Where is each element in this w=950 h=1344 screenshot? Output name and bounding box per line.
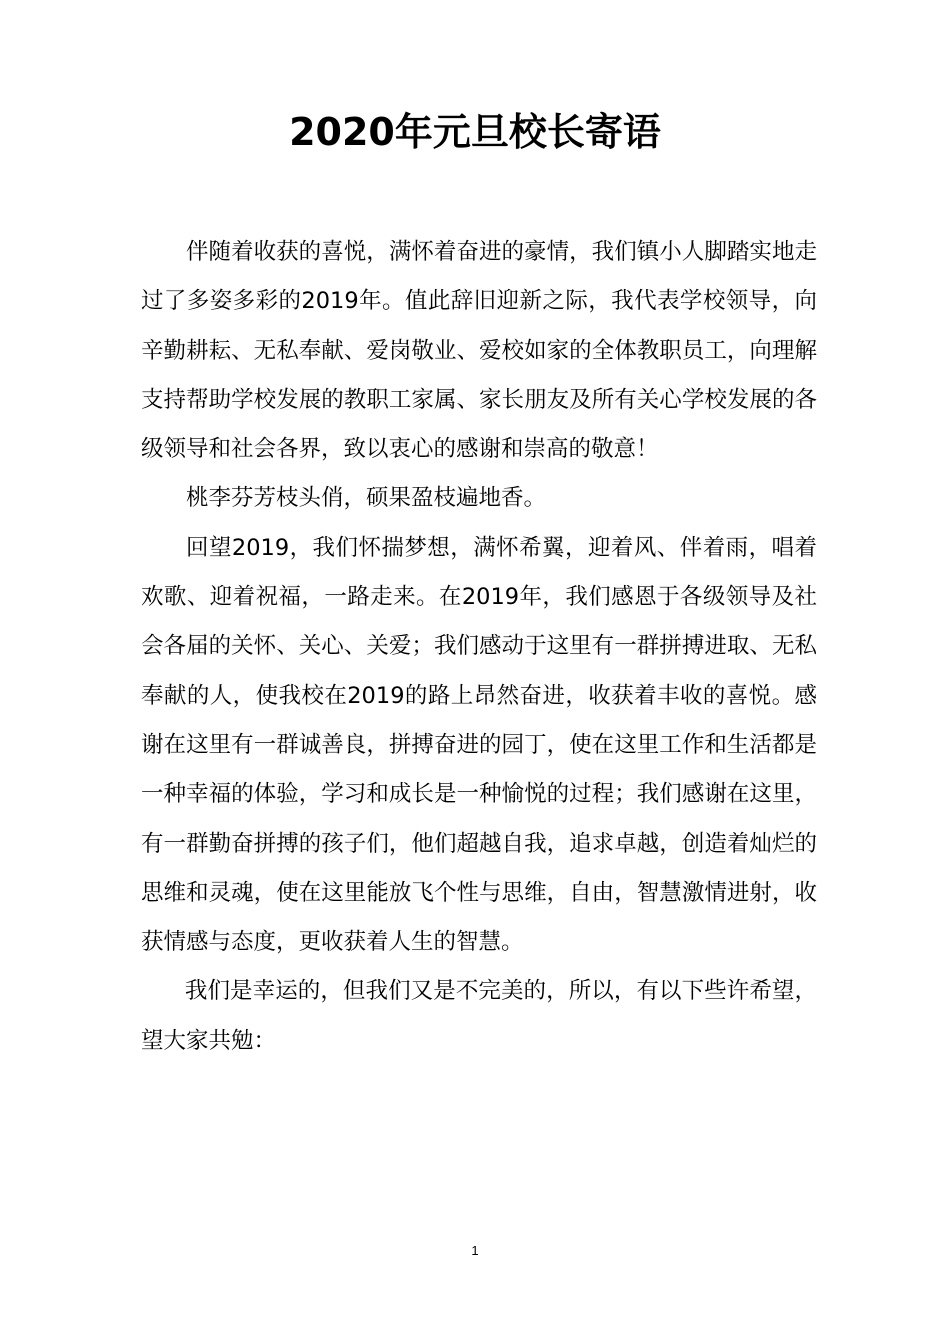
paragraph-3: 回望2019，我们怀揣梦想，满怀希翼，迎着风、伴着雨，唱着欢歌、迎着祝福，一路走来。在2019年，我们感恩于各级领导及社会各届的关怀、关心、关爱；我们感动于这里有一群拼搏进取、无私奉献的人，使我校在2019的路上昂然奋进，收获着丰收的喜悦。感谢在这里有一群诚善良，拼搏奋进的园丁，使在这里工作和生活都是一种幸福的体验，学习和成长是一种愉悦的过程；我们感谢在这里，有一群勤奋拼搏的孩子们，他们超越自我，追求卓越，创造着灿烂的思维和灵魂，使在这里能放飞个性与思维，自由，智慧激情进射，收获情感与态度，更收获着人生的智慧。 bbox=[141, 534, 817, 956]
paragraph-1: 伴随着收获的喜悦，满怀着奋进的豪情，我们镇小人脚踏实地走过了多姿多彩的2019年。值此辞旧迎新之际，我代表学校领导，向辛勤耕耘、无私奉献、爱岗敬业、爱校如家的全体教职员工，向理解支持帮助学校发展的教职工家属、家长朋友及所有关心学校发展的各级领导和社会各界，致以衷心的感谢和崇高的敬意！ bbox=[141, 239, 817, 463]
paragraph-2: 桃李芬芳枝头俏，硕果盈枝遍地香。 bbox=[186, 485, 547, 512]
document-body bbox=[141, 228, 817, 1066]
document-title: 2020年元旦校长寄语 bbox=[289, 110, 661, 154]
paragraph-4: 我们是幸运的，但我们又是不完美的，所以，有以下些许希望，望大家共勉： bbox=[141, 978, 817, 1054]
page-number: 1 bbox=[471, 1243, 479, 1258]
